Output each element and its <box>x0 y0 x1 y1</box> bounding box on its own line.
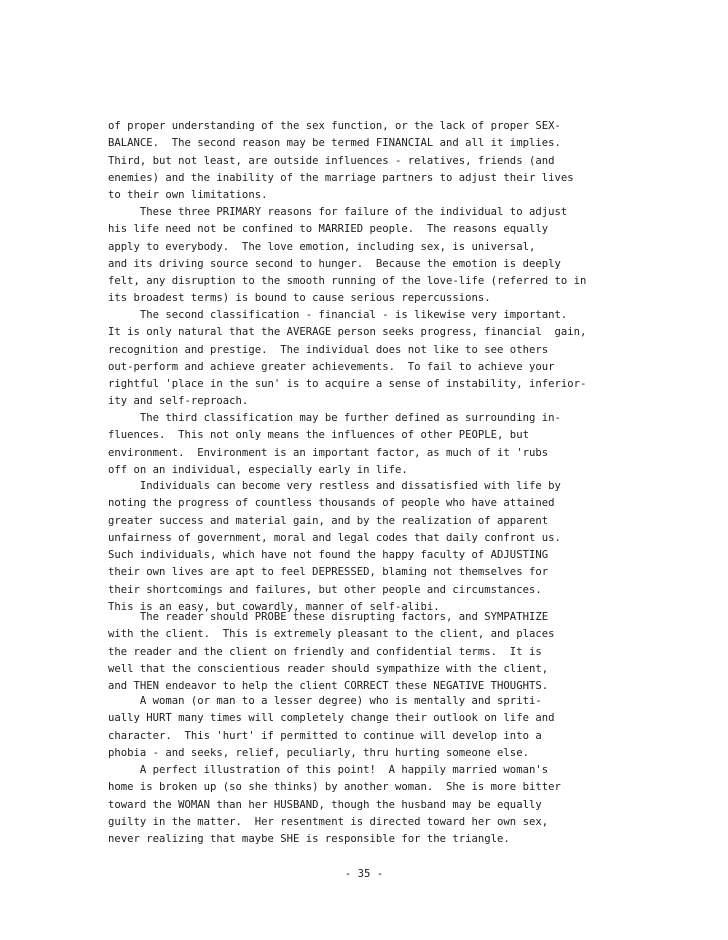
text-line: Third, but not least, are outside influences - relatives, friends (and <box>108 154 555 167</box>
text-line: environment. Environment is an important factor, as much of it 'rubs <box>108 446 549 459</box>
paragraph-7 <box>108 693 708 762</box>
text-line: BALANCE. The second reason may be termed FINANCIAL and all it implies. <box>108 137 561 150</box>
text-line: felt, any disruption to the smooth running of the love-life (referred to in <box>108 275 587 288</box>
text-line: with the client. This is extremely pleasant to the client, and places <box>108 628 555 641</box>
text-line: its broadest terms) is bound to cause serious repercussions. <box>108 292 491 305</box>
text-line: unfairness of government, moral and legal codes that daily confront us. <box>108 531 561 544</box>
text-line: and THEN endeavor to help the client CORRECT these NEGATIVE THOUGHTS. <box>108 680 549 693</box>
text-line: fluences. This not only means the influences of other PEOPLE, but <box>108 429 529 442</box>
text-line: The second classification - financial - is likewise very important. <box>108 309 568 321</box>
paragraph-1 <box>108 118 708 204</box>
text-line: A perfect illustration of this point! A happily married woman's <box>108 764 549 776</box>
text-line: off on an individual, especially early in life. <box>108 463 408 476</box>
text-line: guilty in the matter. Her resentment is directed toward her own sex, <box>108 815 549 828</box>
page-number: - 35 - <box>344 868 384 880</box>
text-line: greater success and material gain, and by the realization of apparent <box>108 514 549 527</box>
text-line: rightful 'place in the sun' is to acquire a sense of instability, inferior- <box>108 378 587 391</box>
text-line: Individuals can become very restless and dissatisfied with life by <box>108 480 561 492</box>
text-line: his life need not be confined to MARRIED people. The reasons equally <box>108 223 549 236</box>
text-line: ity and self-reproach. <box>108 395 249 408</box>
paragraph-8 <box>108 762 708 848</box>
text-line: ually HURT many times will completely change their outlook on life and <box>108 712 555 725</box>
text-line: apply to everybody. The love emotion, including sex, is universal, <box>108 240 536 253</box>
text-line: The third classification may be further defined as surrounding in- <box>108 412 561 424</box>
text-line: The reader should PROBE these disrupting factors, and SYMPATHIZE <box>108 611 549 623</box>
text-line: their shortcomings and failures, but other people and circumstances. <box>108 583 542 596</box>
text-line: home is broken up (so she thinks) by another woman. She is more bitter <box>108 781 561 794</box>
text-line: These three PRIMARY reasons for failure of the individual to adjust <box>108 206 568 218</box>
paragraph-6 <box>108 609 708 695</box>
text-line: toward the WOMAN than her HUSBAND, though the husband may be equally <box>108 798 542 811</box>
text-line: and its driving source second to hunger. Because the emotion is deeply <box>108 257 561 270</box>
paragraph-2 <box>108 204 708 308</box>
text-line: character. This 'hurt' if permitted to continue will develop into a <box>108 729 542 742</box>
text-line: to their own limitations. <box>108 189 268 202</box>
text-line: the reader and the client on friendly and confidential terms. It is <box>108 645 542 658</box>
text-line: out-perform and achieve greater achievements. To fail to achieve your <box>108 360 555 373</box>
text-line: of proper understanding of the sex function, or the lack of proper SEX- <box>108 120 561 132</box>
text-line: A woman (or man to a lesser degree) who is mentally and spriti- <box>108 695 542 707</box>
text-line: It is only natural that the AVERAGE person seeks progress, financial gain, <box>108 326 587 339</box>
paragraph-4 <box>108 410 708 479</box>
text-line: well that the conscientious reader should sympathize with the client, <box>108 662 549 675</box>
text-line: recognition and prestige. The individual does not like to see others <box>108 343 549 356</box>
text-line: never realizing that maybe SHE is responsible for the triangle. <box>108 833 510 846</box>
text-line: enemies) and the inability of the marriage partners to adjust their lives <box>108 171 574 184</box>
text-line: Such individuals, which have not found the happy faculty of ADJUSTING <box>108 549 549 562</box>
paragraph-5 <box>108 478 708 616</box>
text-line: noting the progress of countless thousands of people who have attained <box>108 497 555 510</box>
text-line: phobia - and seeks, relief, peculiarly, thru hurting someone else. <box>108 746 529 759</box>
text-line: This is an easy, but cowardly, manner of self-alibi. <box>108 601 440 614</box>
text-line: their own lives are apt to feel DEPRESSED, blaming not themselves for <box>108 566 549 579</box>
paragraph-3 <box>108 307 708 411</box>
